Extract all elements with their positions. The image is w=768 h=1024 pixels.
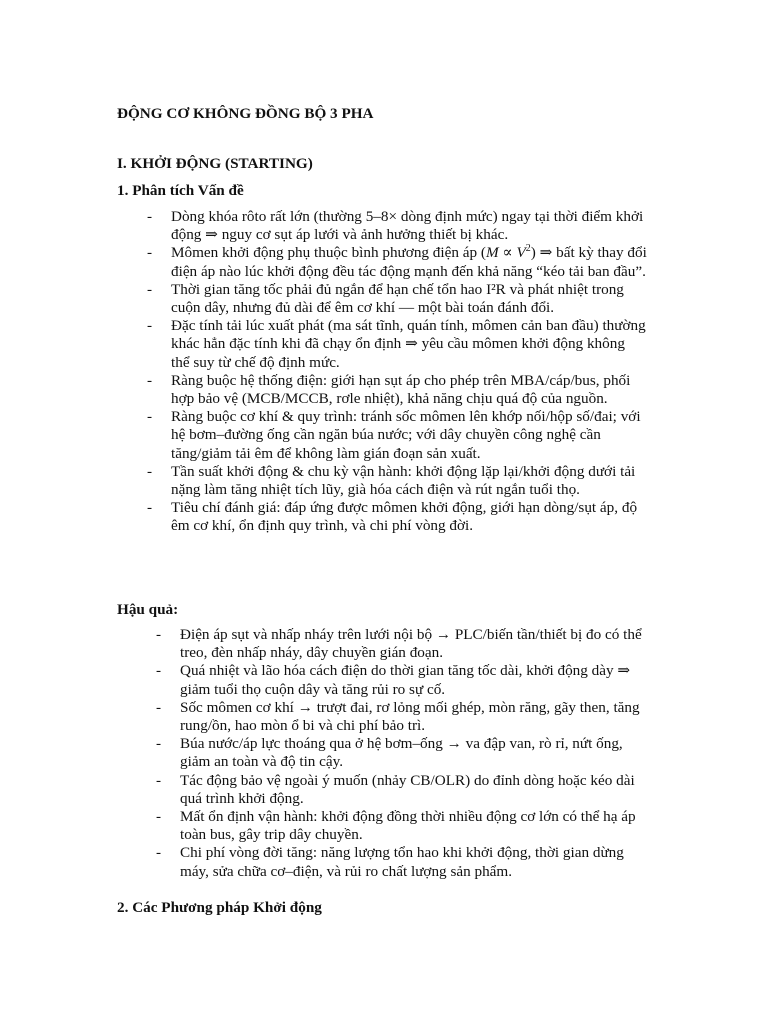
- list-item: [156, 808, 656, 844]
- list-item: [147, 499, 647, 535]
- voltage-symbol-v: V: [516, 244, 526, 262]
- dash-bullet: -: [147, 371, 153, 389]
- dash-bullet: -: [147, 208, 153, 225]
- list-item-text: Ràng buộc hệ thống điện: giới hạn sụt áp cho phép trên MBA/cáp/bus, phối hợp bảo vệ (MCB/MCCB, rơle nhiệt), khả năng chịu quá độ của nguồn.: [171, 371, 631, 408]
- superscript-two: 2: [525, 243, 531, 255]
- consequence-list: [156, 626, 656, 881]
- torque-symbol-m: M: [485, 244, 499, 262]
- list-item: [156, 735, 656, 771]
- subsection-heading-starting-methods: 2. Các Phương pháp Khởi động: [117, 899, 322, 916]
- dash-bullet: -: [156, 808, 162, 826]
- dash-bullet: -: [147, 244, 153, 262]
- torque-text-before: Mômen khởi động phụ thuộc bình phương điện áp (: [171, 244, 486, 262]
- list-item-text: Mất ổn định vận hành: khởi động đồng thời nhiều động cơ lớn có thể hạ áp toàn bus, gây trip dây chuyền.: [180, 808, 636, 844]
- consequences-heading: Hậu quả:: [117, 601, 179, 618]
- torque-text-after: ) ⇒ bất kỳ thay đổi điện áp nào lúc khởi động đều tác động mạnh đến khả năng “kéo tải ban đầu”.: [171, 244, 647, 280]
- list-item: [147, 208, 647, 244]
- list-item-text: [171, 244, 647, 279]
- subsection-heading-problem-analysis: 1. Phân tích Vấn đề: [117, 182, 244, 199]
- list-item: [156, 699, 656, 735]
- dash-bullet: -: [156, 662, 162, 680]
- list-item: [156, 772, 656, 808]
- list-item-text: Ràng buộc cơ khí & quy trình: tránh sốc mômen lên khớp nối/hộp số/đai; với hệ bơm–đường ống cần ngăn búa nước; với dây chuyền công nghệ cần tăng/giảm tải êm để không làm gián đoạn sản xuất.: [171, 408, 641, 462]
- list-item: [156, 844, 656, 880]
- dash-bullet: -: [156, 735, 162, 753]
- list-item-text: Búa nước/áp lực thoáng qua ở hệ bơm–ống → va đập van, rò rỉ, nứt ống, giảm an toàn và độ tin cậy.: [180, 735, 623, 771]
- list-item-text: Tần suất khởi động & chu kỳ vận hành: khởi động lặp lại/khởi động dưới tải nặng làm tăng nhiệt tích lũy, già hóa cách điện và rút ngắn tuổi thọ.: [171, 462, 636, 499]
- proportional-symbol: ∝: [498, 244, 517, 262]
- list-item: [147, 317, 647, 372]
- dash-bullet: -: [147, 408, 153, 426]
- list-item: [156, 662, 656, 698]
- list-item-text: Thời gian tăng tốc phải đủ ngắn để hạn chế tổn hao I²R và phát nhiệt trong cuộn dây, nhưng đủ dài để êm cơ khí — một bài toán đánh đổi.: [171, 280, 624, 317]
- list-item-text: Chi phí vòng đời tăng: năng lượng tổn hao khi khởi động, thời gian dừng máy, sửa chữa cơ–điện, và rủi ro chất lượng sản phẩm.: [180, 844, 624, 880]
- problem-list: [147, 208, 647, 536]
- dash-bullet: -: [147, 317, 153, 335]
- list-item: [147, 463, 647, 499]
- list-item-text: Dòng khóa rôto rất lớn (thường 5–8× dòng định mức) ngay tại thời điểm khởi động ⇒ nguy cơ sụt áp lưới và ảnh hưởng thiết bị khác.: [171, 208, 644, 244]
- list-item: [147, 372, 647, 408]
- dash-bullet: -: [147, 499, 153, 517]
- list-item-text: Tác động bảo vệ ngoài ý muốn (nhảy CB/OLR) do đỉnh dòng hoặc kéo dài quá trình khởi động.: [180, 771, 635, 807]
- dash-bullet: -: [147, 280, 153, 298]
- dash-bullet: -: [156, 698, 162, 716]
- list-item-text: Sốc mômen cơ khí → trượt đai, rơ lỏng mối ghép, mòn răng, gãy then, tăng rung/ồn, hao mòn ổ bi và chi phí bảo trì.: [180, 698, 640, 735]
- list-item-text: Tiêu chí đánh giá: đáp ứng được mômen khởi động, giới hạn dòng/sụt áp, độ êm cơ khí, ổn định quy trình, và chi phí vòng đời.: [171, 499, 638, 535]
- list-item: [147, 408, 647, 463]
- dash-bullet: -: [156, 771, 162, 789]
- list-item: [156, 626, 656, 662]
- section-heading-starting: I. KHỞI ĐỘNG (STARTING): [117, 155, 313, 172]
- list-item-text: Điện áp sụt và nhấp nháy trên lưới nội bộ → PLC/biến tần/thiết bị đo có thể treo, đèn nhấp nháy, dây chuyền gián đoạn.: [180, 626, 642, 662]
- list-item: [147, 281, 647, 317]
- list-item: [147, 244, 647, 280]
- dash-bullet: -: [156, 626, 162, 643]
- list-item-text: Đặc tính tải lúc xuất phát (ma sát tĩnh, quán tính, mômen cản ban đầu) thường khác hẳn đặc tính khi đã chạy ổn định ⇒ yêu cầu mômen khởi động không thể suy từ chế độ định mức.: [171, 317, 646, 371]
- dash-bullet: -: [147, 462, 153, 480]
- dash-bullet: -: [156, 844, 162, 862]
- document-title: ĐỘNG CƠ KHÔNG ĐỒNG BỘ 3 PHA: [117, 105, 374, 122]
- list-item-text: Quá nhiệt và lão hóa cách điện do thời gian tăng tốc dài, khởi động dày ⇒ giảm tuổi thọ cuộn dây và tăng rủi ro sự cố.: [180, 662, 631, 698]
